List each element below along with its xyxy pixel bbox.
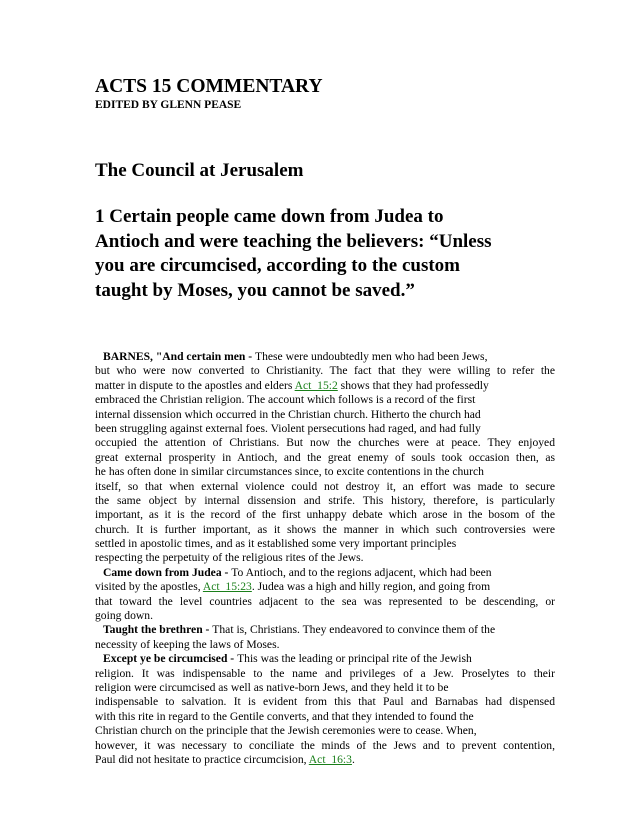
commentary-line: internal dissension which occurred in the Christian church. Hitherto the church had <box>95 407 481 421</box>
commentary-line: respecting the perpetuity of the religious rites of the Jews. <box>95 551 364 565</box>
section-heading: The Council at Jerusalem <box>95 160 304 181</box>
commentary-line: but who were now converted to Christianity. The fact that they were willing to refer the <box>95 364 555 378</box>
commentary-line: he has often done in similar circumstances since, to excite contentions in the church <box>95 465 484 479</box>
scripture-link[interactable]: Act_16:3 <box>308 752 352 766</box>
commentary-line: been struggling against external foes. Violent persecutions had raged, and had fully <box>95 421 481 435</box>
verse-line: Antioch and were teaching the believers: “Unless <box>95 230 492 252</box>
commentary-line: religion. It was indispensable to the name and privileges of a Jew. Proselytes to their <box>95 666 555 680</box>
verse-line: 1 Certain people came down from Judea to <box>95 206 444 227</box>
commentary-term: Taught the brethren - <box>103 623 213 637</box>
commentary-line: Except ye be circumcised - This was the leading or principal rite of the Jewish <box>103 652 472 666</box>
commentary-term: Came down from Judea - <box>103 565 232 579</box>
commentary-line: Taught the brethren - That is, Christians. They endeavored to convince them of the <box>103 623 496 637</box>
verse-text <box>95 205 555 303</box>
commentary-line: the same object by internal dissension and strife. This history, therefore, is particularly <box>95 493 555 507</box>
commentary-line: church. It is further important, as it shows the manner in which such controversies were <box>95 522 555 536</box>
document-subtitle: EDITED BY GLENN PEASE <box>95 99 242 111</box>
document-title: ACTS 15 COMMENTARY <box>95 76 323 97</box>
commentary-line: itself, so that when external violence could not destroy it, an effort was made to secure <box>95 479 555 493</box>
commentary-line: BARNES, "And certain men - These were undoubtedly men who had been Jews, <box>103 350 488 363</box>
commentary-line: visited by the apostles, Act_15:23. Judea was a high and hilly region, and going from <box>95 580 491 594</box>
commentary-line: matter in dispute to the apostles and elders Act_15:2 shows that they had professedly <box>95 378 489 392</box>
commentary-line: Paul did not hesitate to practice circumcision, Act_16:3. <box>95 752 355 766</box>
commentary-line: great external prosperity in Antioch, and the great enemy of souls took occasion then, as <box>95 450 555 464</box>
commentary-line: settled in apostolic times, and as it established some very important principles <box>95 537 457 551</box>
commentary-line: that toward the level countries adjacent to the sea was represented to be descending, or <box>95 594 555 608</box>
commentary-line: Christian church on the principle that the Jewish ceremonies were to cease. When, <box>95 724 477 738</box>
commentary-body <box>95 350 555 767</box>
commentary-line: religion were circumcised as well as native-born Jews, and they held it to be <box>95 680 449 694</box>
commentary-line: occupied the attention of Christians. But now the churches were at peace. They enjoyed <box>95 436 555 450</box>
commentary-line: indispensable to salvation. It is evident from this that Paul and Barnabas had dispensed <box>95 695 555 709</box>
commentary-line: Came down from Judea - To Antioch, and to the regions adjacent, which had been <box>103 565 492 579</box>
verse-line: you are circumcised, according to the custom <box>95 255 460 277</box>
scripture-link[interactable]: Act_15:23 <box>202 580 252 594</box>
commentary-line: going down. <box>95 609 153 623</box>
scripture-link[interactable]: Act_15:2 <box>294 378 338 392</box>
commentary-line: with this rite in regard to the Gentile converts, and that they intended to found the <box>95 709 474 723</box>
commentary-line: necessity of keeping the laws of Moses. <box>95 637 280 651</box>
commentary-line: however, it was necessary to conciliate the minds of the Jews and to prevent contention, <box>95 738 555 752</box>
commentary-line: embraced the Christian religion. The account which follows is a record of the first <box>95 393 476 407</box>
verse-line: taught by Moses, you cannot be saved.” <box>95 279 415 301</box>
commentary-line: important, as it is the record of the first unhappy debate which arose in the bosom of the <box>95 508 555 522</box>
commentary-term: Except ye be circumcised - <box>103 652 238 666</box>
commentary-term: BARNES, "And certain men - <box>103 350 256 363</box>
